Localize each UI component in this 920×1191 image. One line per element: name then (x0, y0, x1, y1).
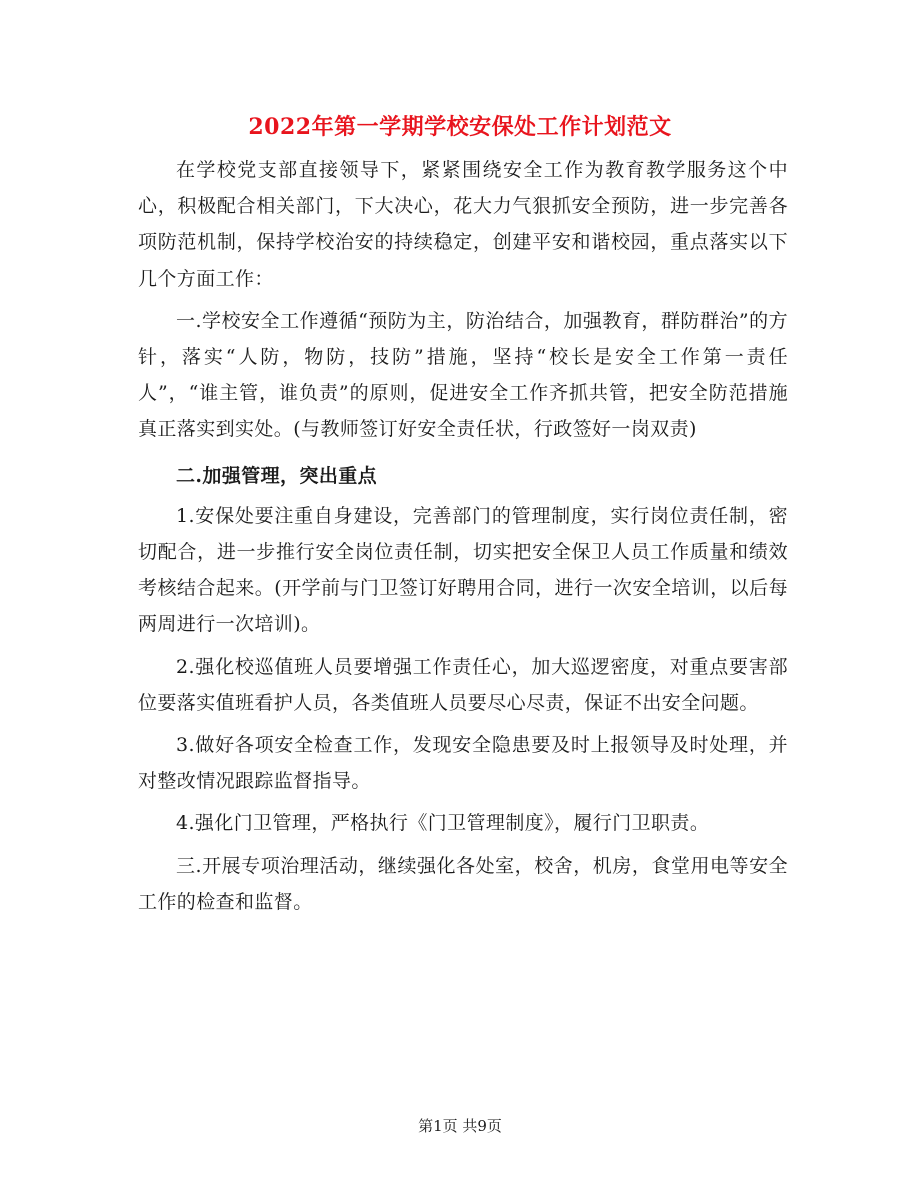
item-four-paragraph: 4.强化门卫管理，严格执行《门卫管理制度》，履行门卫职责。 (176, 812, 710, 835)
item-one-paragraph: 1.安保处要注重自身建设，完善部门的管理制度，实行岗位责任制，密切配合，进一步推行安全岗位责任制，切实把安全保卫人员工作质量和绩效考核结合起来。(开学前与门卫签订好聘用合同，进行一次安全培训，以后每两周进行一次培训)。 (138, 504, 788, 636)
section-two-heading: 二.加强管理，突出重点 (176, 464, 378, 487)
intro-paragraph: 在学校党支部直接领导下，紧紧围绕安全工作为教育教学服务这个中心，积极配合相关部门，下大决心，花大力气狠抓安全预防，进一步完善各项防范机制，保持学校治安的持续稳定，创建平安和谐校园，重点落实以下几个方面工作： (138, 159, 788, 290)
item-three-paragraph: 3.做好各项安全检查工作，发现安全隐患要及时上报领导及时处理，并对整改情况跟踪监督指导。 (138, 734, 788, 793)
section-one-paragraph: 一.学校安全工作遵循“预防为主，防治结合，加强教育，群防群治”的方针，落实“人防，物防，技防”措施，坚持“校长是安全工作第一责任人”，“谁主管，谁负责”的原则，促进安全工作齐抓共管，把安全防范措施真正落实到实处。(与教师签订好安全责任状，行政签好一岗双责) (138, 309, 788, 441)
item-two-paragraph: 2.强化校巡值班人员要增强工作责任心，加大巡逻密度，对重点要害部位要落实值班看护人员，各类值班人员要尽心尽责，保证不出安全问题。 (138, 655, 788, 714)
document-title: 2022年第一学期学校安保处工作计划范文 (248, 114, 672, 140)
section-three-paragraph: 三.开展专项治理活动，继续强化各处室，校舍，机房，食堂用电等安全工作的检查和监督。 (138, 854, 788, 913)
document-body (138, 152, 788, 920)
page-number-footer: 第1页 共9页 (418, 1117, 502, 1135)
